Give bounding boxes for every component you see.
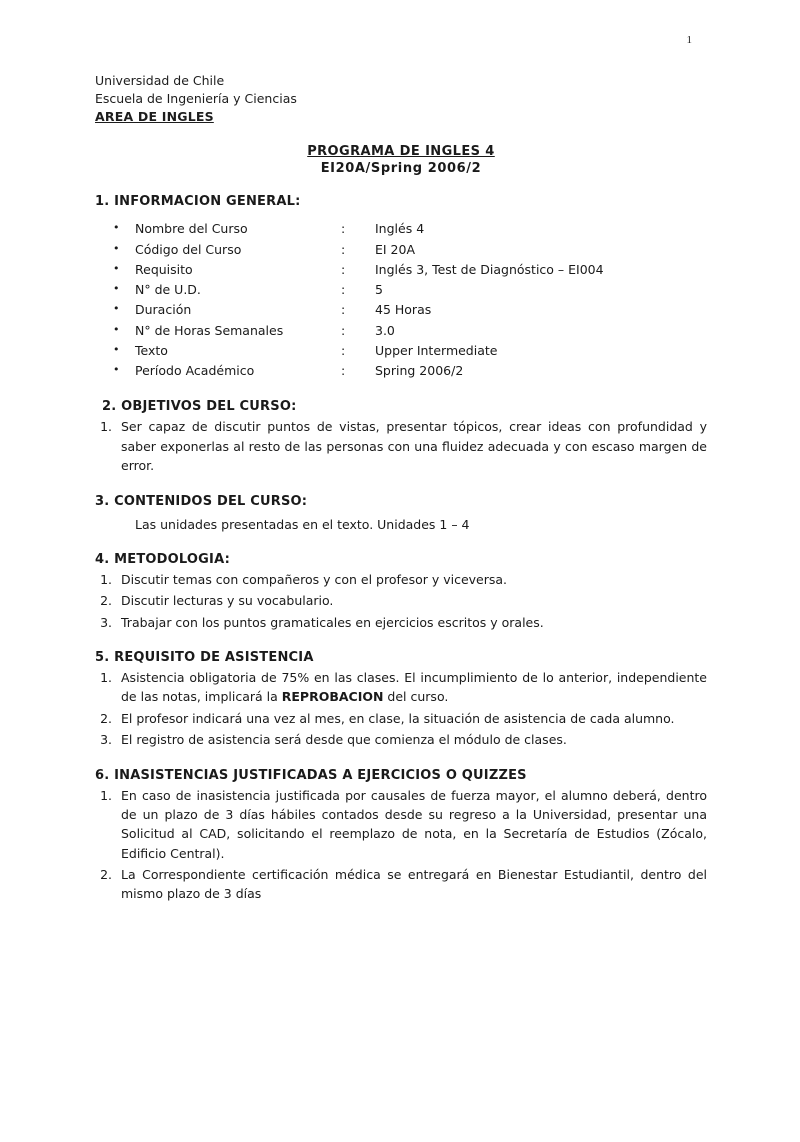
info-colon: : <box>341 363 346 379</box>
info-label: N° de Horas Semanales <box>135 322 284 338</box>
bullet-icon: • <box>113 302 120 316</box>
list-item <box>95 219 707 239</box>
section-heading-metodologia: 4. METODOLOGIA: <box>95 551 230 567</box>
info-value: Inglés 4 <box>375 221 425 237</box>
info-colon: : <box>341 261 346 277</box>
list-text-part-a: Asistencia obligatoria de 75% en las clases. El incumplimiento de lo anterior, independiente de las notas, implicará la <box>121 670 707 705</box>
info-label: Requisito <box>135 261 193 277</box>
list-item <box>95 668 707 707</box>
list-item <box>95 730 707 749</box>
list-text <box>121 668 707 707</box>
list-marker: 3. <box>100 732 112 748</box>
bullet-icon: • <box>113 261 120 275</box>
asistencia-list <box>95 668 707 750</box>
section-heading-contenidos: 3. CONTENIDOS DEL CURSO: <box>95 493 308 509</box>
list-item <box>95 613 707 632</box>
info-label: Texto <box>135 342 168 358</box>
course-info-list <box>95 219 707 381</box>
section-asistencia <box>95 650 707 750</box>
list-text: El registro de asistencia será desde que comienza el módulo de clases. <box>121 732 567 748</box>
section-heading-objetivos: 2. OBJETIVOS DEL CURSO: <box>102 399 297 415</box>
info-value: Upper Intermediate <box>375 342 498 358</box>
list-item <box>95 321 707 341</box>
info-label: Período Académico <box>135 363 255 379</box>
list-text: Discutir lecturas y su vocabulario. <box>121 593 334 609</box>
info-label: Nombre del Curso <box>135 221 248 237</box>
section-heading-asistencia: 5. REQUISITO DE ASISTENCIA <box>95 650 314 665</box>
section-informacion-general <box>95 194 707 381</box>
info-value: Inglés 3, Test de Diagnóstico – EI004 <box>375 261 604 277</box>
document-title-line1: PROGRAMA DE INGLES 4 <box>307 144 495 160</box>
info-colon: : <box>341 241 346 257</box>
document-content <box>95 72 707 904</box>
info-colon: : <box>341 342 346 358</box>
section-metodologia <box>95 552 707 632</box>
list-item <box>95 865 707 904</box>
list-text-part-b: del curso. <box>383 689 449 705</box>
document-title-line2: EI20A/Spring 2006/2 <box>320 161 482 177</box>
bullet-icon: • <box>113 342 120 356</box>
list-item <box>95 786 707 864</box>
metodologia-list <box>95 570 707 632</box>
list-text: Ser capaz de discutir puntos de vistas, presentar tópicos, crear ideas con profundidad y saber exponerlas al resto de las personas con una fluidez adecuada y con escaso margen de error. <box>121 419 707 474</box>
info-value: 45 Horas <box>375 302 432 318</box>
list-text: En caso de inasistencia justificada por causales de fuerza mayor, el alumno deberá, dentro de un plazo de 3 días hábiles contados desde su regreso a la Universidad, presentar una Solicitud al CAD, solicitando el reemplazo de nota, en la Secretaría de Estudios (Zócalo, Edificio Central). <box>121 787 707 861</box>
info-value: 3.0 <box>375 322 395 338</box>
list-text: Discutir temas con compañeros y con el profesor y viceversa. <box>121 571 508 587</box>
list-text-emphasis: REPROBACION <box>281 689 384 705</box>
letterhead <box>95 72 707 126</box>
objetivos-list <box>95 417 707 475</box>
list-marker: 2. <box>100 710 112 726</box>
info-value: Spring 2006/2 <box>375 363 464 379</box>
bullet-icon: • <box>113 221 120 235</box>
section-heading-inasistencias: 6. INASISTENCIAS JUSTIFICADAS A EJERCICIOS O QUIZZES <box>95 767 527 783</box>
list-text: Trabajar con los puntos gramaticales en ejercicios escritos y orales. <box>121 614 544 630</box>
list-marker: 1. <box>100 419 112 435</box>
info-colon: : <box>341 282 346 298</box>
info-colon: : <box>341 302 346 318</box>
list-item <box>95 417 707 475</box>
list-item <box>95 570 707 589</box>
inasistencias-list <box>95 786 707 904</box>
list-item <box>95 260 707 280</box>
list-marker: 1. <box>100 787 112 803</box>
info-label: N° de U.D. <box>135 282 201 298</box>
list-marker: 2. <box>100 867 112 882</box>
list-marker: 3. <box>100 614 112 630</box>
list-item <box>95 240 707 260</box>
letterhead-university: Universidad de Chile <box>95 73 225 88</box>
bullet-icon: • <box>113 363 120 377</box>
list-text: La Correspondiente certificación médica se entregará en Bienestar Estudiantil, dentro del mismo plazo de 3 días <box>121 867 707 902</box>
list-marker: 1. <box>100 670 112 685</box>
list-marker: 1. <box>100 571 112 587</box>
section-contenidos <box>95 494 707 534</box>
section-inasistencias <box>95 768 707 904</box>
info-label: Duración <box>135 302 192 318</box>
letterhead-faculty: Escuela de Ingeniería y Ciencias <box>95 91 297 107</box>
info-label: Código del Curso <box>135 241 242 257</box>
bullet-icon: • <box>113 322 120 336</box>
list-marker: 2. <box>100 593 112 609</box>
list-item <box>95 280 707 300</box>
contenidos-paragraph: Las unidades presentadas en el texto. Unidades 1 – 4 <box>135 516 470 532</box>
list-text: El profesor indicará una vez al mes, en clase, la situación de asistencia de cada alumno. <box>121 710 675 726</box>
info-colon: : <box>341 221 346 237</box>
list-item <box>95 341 707 361</box>
info-value: EI 20A <box>375 241 416 257</box>
list-item <box>95 709 707 728</box>
section-heading-informacion-general: 1. INFORMACION GENERAL: <box>95 194 301 210</box>
list-item <box>95 361 707 381</box>
page-number: 1 <box>686 34 692 46</box>
info-value: 5 <box>375 282 383 298</box>
info-colon: : <box>341 322 346 338</box>
list-item <box>95 591 707 610</box>
letterhead-area: AREA DE INGLES <box>95 109 214 125</box>
section-objetivos <box>95 399 707 475</box>
bullet-icon: • <box>113 282 120 296</box>
list-item <box>95 300 707 320</box>
document-title <box>95 144 707 176</box>
bullet-icon: • <box>113 241 120 255</box>
